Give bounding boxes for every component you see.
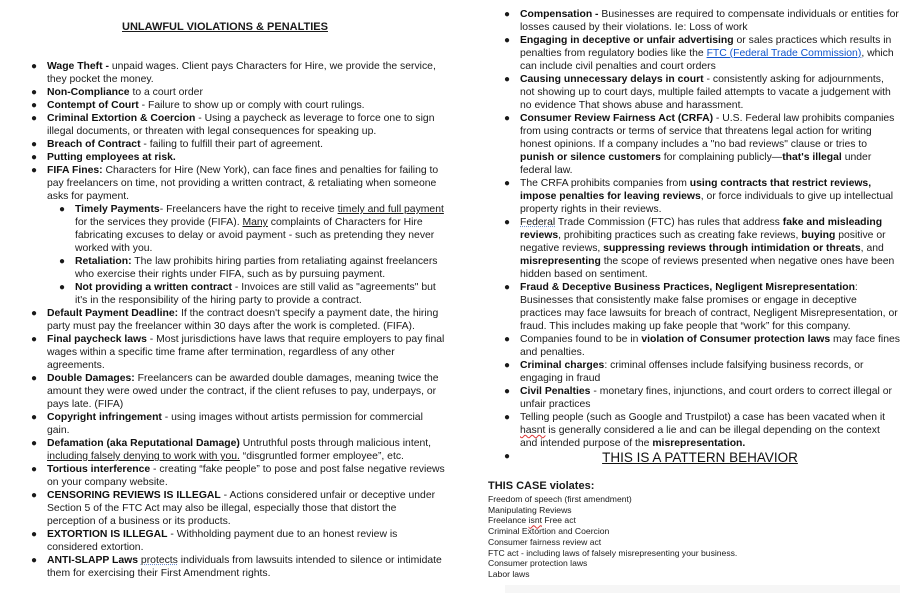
bullet-icon: ● xyxy=(31,412,38,423)
document-page-right xyxy=(460,0,900,593)
list-item-employees-at-risk: ● Putting employees at risk. xyxy=(31,152,176,163)
list-item-civil-penalties: ● Civil Penalties - monetary fines, injunctions, and court orders to correct illegal or unfair practices xyxy=(504,386,892,410)
bullet-icon: ● xyxy=(31,87,38,98)
bullet-icon: ● xyxy=(504,113,511,124)
list-item-breach-of-contract: ● Breach of Contract - failing to fulfill their part of agreement. xyxy=(31,139,324,150)
bullet-icon: ● xyxy=(59,282,66,293)
list-item-criminal-charges: ● Criminal charges: criminal offenses include falsifying business records, or engaging in fraud xyxy=(504,360,864,384)
bullet-icon: ● xyxy=(504,360,511,371)
list-item-final-paycheck-laws: ● Final paycheck laws - Most jurisdictions have laws that require employers to pay final wages within a specific time frame after termination, regardless of any other agreements. xyxy=(31,334,445,371)
list-item-tortious-interference: ● Tortious interference - creating “fake people” to pose and post false negative reviews on your company website. xyxy=(31,464,445,488)
list-item-consumer-protection: ● Companies found to be in violation of Consumer protection laws may face fines and penalties. xyxy=(504,334,900,358)
bullet-icon: ● xyxy=(31,61,38,72)
sub-item-retaliation: ● Retaliation: The law prohibits hiring parties from retaliating against freelancers who exercise their rights under FIFA, such as by pursuing payment. xyxy=(59,256,438,280)
bullet-icon: ● xyxy=(31,100,38,111)
bullet-icon: ● xyxy=(504,412,511,423)
bullet-icon: ● xyxy=(504,35,511,46)
bullet-icon: ● xyxy=(31,334,38,345)
bullet-icon: ● xyxy=(31,529,38,540)
bullet-icon: ● xyxy=(31,152,38,163)
list-item-defamation: ● Defamation (aka Reputational Damage) Untruthful posts through malicious intent, including falsely denying to work with you. “disgruntled former employee”, etc. xyxy=(31,438,432,462)
bullet-icon: ● xyxy=(31,555,38,566)
bullet-icon: ● xyxy=(59,256,66,267)
list-item-censoring-reviews: ● CENSORING REVIEWS IS ILLEGAL - Actions considered unfair or deceptive under Section 5 of the FTC Act may also be illegal, especially those that distort the perception of a business or its products. xyxy=(31,490,436,527)
bullet-icon: ● xyxy=(504,178,511,189)
bullet-icon: ● xyxy=(504,217,511,228)
list-item-non-compliance: ● Non-Compliance to a court order xyxy=(31,87,203,98)
case-item: Freelance isnt Free act xyxy=(488,515,576,526)
bullet-icon: ● xyxy=(504,9,511,20)
bullet-icon: ● xyxy=(504,334,511,345)
list-item-wage-theft: ● Wage Theft - unpaid wages. Client pays Characters for Hire, we provide the service, they pocket the money. xyxy=(31,61,436,85)
pattern-heading: THIS IS A PATTERN BEHAVIOR xyxy=(602,450,798,465)
misspelled-word[interactable]: hasnt xyxy=(520,425,546,436)
ftc-link[interactable]: FTC (Federal Trade Commission) xyxy=(706,48,862,59)
bullet-icon: ● xyxy=(31,139,38,150)
bullet-icon: ● xyxy=(31,113,38,124)
case-item: Consumer protection laws xyxy=(488,558,588,569)
list-item-criminal-extortion: ● Criminal Extortion & Coercion - Using a paycheck as leverage to force one to sign illegal documents, or threaten with legal consequences for speaking up. xyxy=(31,113,435,137)
bullet-icon: ● xyxy=(59,204,66,215)
list-item-fraud: ● Fraud & Deceptive Business Practices, Negligent Misrepresentation: Businesses that consistently make false promises or engage in deceptive practices may face lawsuits for breach of contract, Negligent Misrepresentation, or fraud. This includes making up fake people that “work” for this company. xyxy=(504,282,898,332)
bullet-icon: ● xyxy=(31,165,38,176)
misspelled-word[interactable]: isnt xyxy=(528,515,542,526)
case-violations-list xyxy=(488,494,737,580)
list-item-extortion-illegal: ● EXTORTION IS ILLEGAL - Withholding payment due to an honest review is considered extortion. xyxy=(31,529,398,553)
list-item-copyright-infringement: ● Copyright infringement - using images without artists permission for commercial gain. xyxy=(31,412,423,436)
case-item: Criminal Extortion and Coercion xyxy=(488,526,610,537)
bullet-icon: ● xyxy=(31,373,38,384)
list-item-vacated-lie: ● Telling people (such as Google and Trustpilot) a case has been vacated when it hasnt is generally considered a lie and can be illegal depending on the context and intended purpose of the misrepresentation. xyxy=(504,412,886,449)
list-item-double-damages: ● Double Damages: Freelancers can be awarded double damages, meaning twice the amount they were owed under the contract, if the client refuses to pay, underpays, or pays late. (FIFA) xyxy=(31,373,439,410)
case-item: Manipulating Reviews xyxy=(488,504,572,515)
list-item-compensation: ● Compensation - Businesses are required to compensate individuals or entities for losses caused by their violations. Ie: Loss of work xyxy=(504,9,899,33)
list-item-crfa-prohibits: ● The CRFA prohibits companies from using contracts that restrict reviews, impose penalties for leaving reviews, or force individuals to give up intellectual property rights in their reviews. xyxy=(504,178,894,215)
list-item-court-delays: ● Causing unnecessary delays in court - consistently asking for adjournments, not showing up to court days, multiple failed attempts to vacate a judgement with no evidence That shows abuse and harassment. xyxy=(504,74,891,111)
case-item: Consumer fairness review act xyxy=(488,536,602,547)
bullet-icon: ● xyxy=(31,490,38,501)
case-item: Freedom of speech (first amendment) xyxy=(488,494,632,504)
sub-item-no-written-contract: ● Not providing a written contract - Invoices are still valid as "agreements" but it's in the responsibility of the hiring party to provide a contract. xyxy=(59,282,436,306)
bullet-icon: ● xyxy=(504,451,511,462)
penalties-list xyxy=(460,8,900,463)
list-item-deceptive-advertising: ● Engaging in deceptive or unfair advertising or sales practices which results in penalties from regulatory bodies like the FTC (Federal Trade Commission), which can include civil penalties and court orders xyxy=(504,35,894,72)
grammar-flagged-word[interactable]: Federal xyxy=(520,217,556,228)
list-item-contempt-of-court: ● Contempt of Court - Failure to show up or comply with court rulings. xyxy=(31,100,365,111)
bullet-icon: ● xyxy=(31,464,38,475)
bullet-icon: ● xyxy=(504,74,511,85)
bullet-icon: ● xyxy=(504,386,511,397)
list-item-ftc-rules: ● Federal Trade Commission (FTC) has rules that address fake and misleading reviews, prohibiting practices such as creating fake reviews, buying positive or negative reviews, suppressing reviews through intimidation or threats, and misrepresenting the scope of reviews presented when negative ones have been hidden based on sentiment. xyxy=(504,217,895,280)
list-item-default-payment-deadline: ● Default Payment Deadline: If the contract doesn't specify a payment date, the hiring party must pay the freelancer within 30 days after the work is completed. (FIFA). xyxy=(31,308,439,332)
case-item: FTC act - including laws of falsely misrepresenting your business. xyxy=(488,547,738,558)
case-item: Labor laws xyxy=(488,568,530,579)
sub-item-timely-payments: ● Timely Payments- Freelancers have the right to receive timely and full payment for the services they provide (FIFA). Many complaints of Characters for Hire fabricating excuses to delay or avoid payment - such as pretending they never worked with you. xyxy=(59,204,444,254)
bullet-icon: ● xyxy=(31,438,38,449)
page-title: UNLAWFUL VIOLATIONS & PENALTIES xyxy=(122,21,328,33)
bullet-icon: ● xyxy=(31,308,38,319)
case-violations-heading: THIS CASE violates: xyxy=(488,480,595,492)
list-item-fifa-fines: ● FIFA Fines: Characters for Hire (New York), can face fines and penalties for failing to pay freelancers on time, not providing a written contract, & retaliating when someone asks for payment. xyxy=(31,165,439,202)
violations-list xyxy=(0,60,450,580)
bullet-icon: ● xyxy=(504,282,511,293)
list-item-anti-slapp: ● ANTI-SLAPP Laws protects individuals from lawsuits intended to silence or intimidate them for exercising their First Amendment rights. xyxy=(31,555,442,579)
grammar-flagged-word[interactable]: protects xyxy=(140,555,178,566)
page-shadow xyxy=(505,585,900,593)
list-item-crfa: ● Consumer Review Fairness Act (CRFA) - U.S. Federal law prohibits companies from using contracts or terms of service that threatens legal action for writing honest opinions. If a company includes a "no bad reviews" clause or tries to punish or silence customers for complaining publicly—that's illegal under federal law. xyxy=(504,113,895,176)
